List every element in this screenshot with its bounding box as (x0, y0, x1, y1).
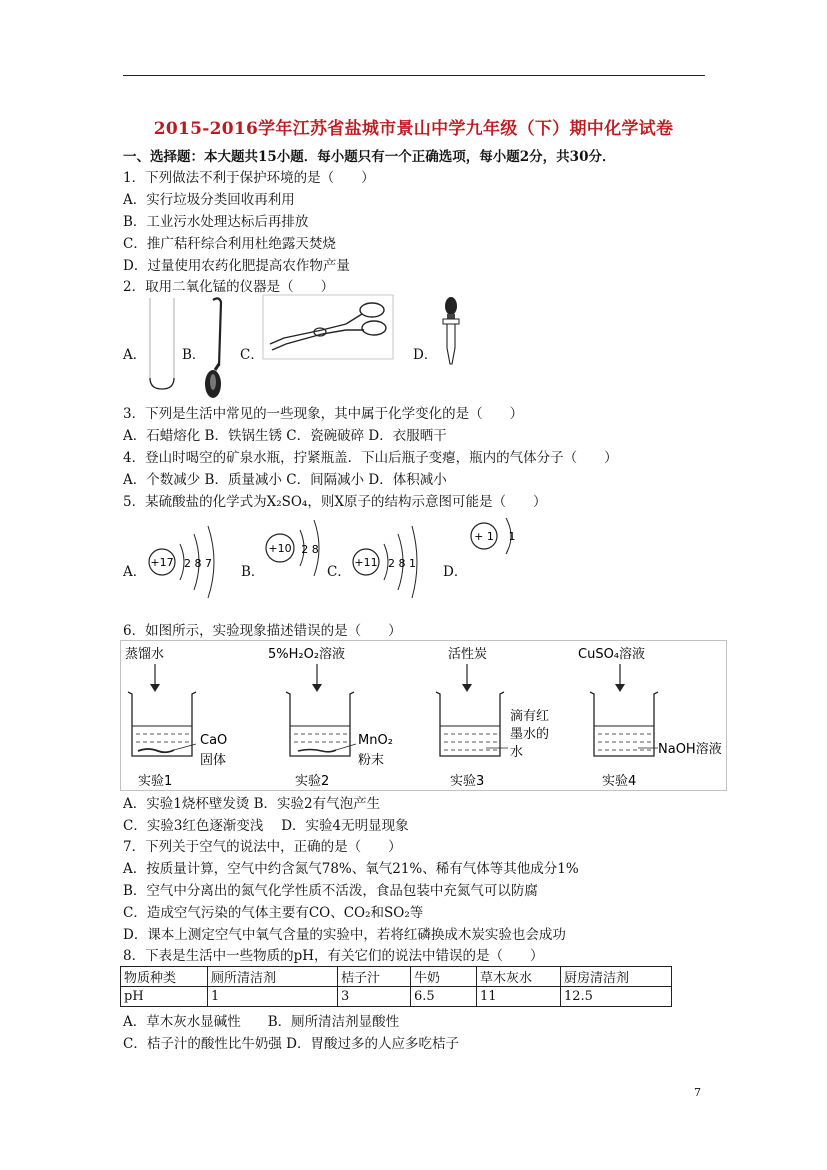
exp1-caption: 实验1 (138, 774, 173, 789)
q3-stem: 3．下列是生活中常见的一些现象，其中属于化学变化的是（ ） (123, 406, 524, 422)
beaker-4 (578, 646, 722, 789)
table-row (121, 967, 672, 987)
atom-d-nucleus: + 1 (474, 530, 494, 543)
q2-option-a-label: A． (123, 347, 147, 363)
q5-option-a-label: A． (123, 564, 147, 580)
exp3-caption: 实验3 (450, 774, 485, 789)
q6-options-cd: C．实验3红色逐渐变浅 D．实验4无明显现象 (123, 818, 409, 834)
dropper-image (436, 296, 466, 372)
exp3-reagent-2: 墨水的 (510, 727, 550, 742)
atom-diagram-d (468, 514, 520, 568)
table-cell: 桔子汁 (338, 967, 411, 987)
q6-stem: 6．如图所示，实验现象描述错误的是（ ） (123, 623, 402, 639)
exp3-top-label: 活性炭 (448, 647, 488, 662)
table-cell: 11 (477, 987, 561, 1007)
q1-option-c: C．推广秸秆综合利用杜绝露天焚烧 (123, 236, 336, 252)
beaker-2 (268, 646, 393, 789)
atom-diagram-a (146, 514, 222, 610)
table-row (121, 987, 672, 1007)
exp2-caption: 实验2 (295, 774, 330, 789)
q2-stem: 2．取用二氧化锰的仪器是（ ） (123, 279, 335, 295)
q1-stem: 1．下列做法不利于保护环境的是（ ） (123, 170, 375, 186)
q2-option-c-label: C． (240, 347, 264, 363)
tongs-image (262, 294, 394, 364)
atom-d-shells: 1 (508, 530, 516, 543)
table-cell: 3 (338, 987, 411, 1007)
exp4-reagent-1: NaOH溶液 (658, 742, 722, 757)
test-tube-image (146, 296, 180, 396)
exp1-top-label: 蒸馏水 (125, 647, 165, 662)
exp2-reagent-1: MnO₂ (358, 733, 393, 748)
exp2-top-label: 5%H₂O₂溶液 (268, 647, 346, 662)
q5-option-d-label: D． (443, 564, 468, 580)
medicine-spoon-image (199, 296, 239, 406)
q7-stem: 7．下列关于空气的说法中，正确的是（ ） (123, 839, 402, 855)
table-cell: 6.5 (411, 987, 477, 1007)
q3-options: A．石蜡熔化 B．铁锅生锈 C．瓷碗破碎 D．衣服晒干 (123, 428, 447, 444)
q2-option-b-label: B． (182, 347, 206, 363)
table-cell: 物质种类 (121, 967, 208, 987)
q7-option-b: B．空气中分离出的氮气化学性质不活泼，食品包装中充氮气可以防腐 (123, 883, 538, 899)
q1-option-a: A．实行垃圾分类回收再利用 (123, 192, 295, 208)
atom-diagram-b (262, 510, 326, 590)
atom-diagram-c (350, 514, 424, 610)
exp4-top-label: CuSO₄溶液 (578, 647, 646, 662)
atom-b-nucleus: +10 (268, 542, 292, 555)
q7-option-d: D．课本上测定空气中氧气含量的实验中，若将红磷换成木炭实验也会成功 (123, 927, 566, 943)
exp3-reagent-3: 水 (510, 745, 524, 760)
exp3-reagent-1: 滴有红 (510, 709, 550, 724)
q4-stem: 4．登山时喝空的矿泉水瓶，拧紧瓶盖．下山后瓶子变瘪，瓶内的气体分子（ ） (123, 450, 618, 466)
q5-stem: 5．某硫酸盐的化学式为X₂SO₄，则X原子的结构示意图可能是（ ） (123, 494, 547, 510)
page-title: 2015-2016学年江苏省盐城市景山中学九年级（下）期中化学试卷 (153, 119, 674, 139)
q8-options-cd: C．桔子汁的酸性比牛奶强 D．胃酸过多的人应多吃桔子 (123, 1036, 459, 1052)
table-cell: 草木灰水 (477, 967, 561, 987)
beaker-3 (436, 646, 549, 789)
table-cell: 厕所清洁剂 (208, 967, 338, 987)
exp4-caption: 实验4 (602, 774, 637, 789)
q5-option-b-label: B． (241, 564, 265, 580)
atom-b-shells: 2 8 (301, 543, 319, 556)
q4-options: A．个数减少 B．质量减小 C．间隔减小 D．体积减小 (123, 472, 447, 488)
q1-option-b: B．工业污水处理达标后再排放 (123, 214, 309, 230)
experiment-figure (120, 640, 728, 796)
table-cell: 12.5 (561, 987, 672, 1007)
section-heading: 一、选择题：本大题共15小题．每小题只有一个正确选项，每小题2分，共30分． (123, 149, 616, 165)
exp2-reagent-2: 粉末 (358, 753, 385, 768)
table-cell: 牛奶 (411, 967, 477, 987)
atom-a-shells: 2 8 7 (184, 557, 212, 570)
exp1-reagent-1: CaO (200, 733, 228, 748)
q8-options-ab: A．草木灰水显碱性 B．厕所清洁剂显酸性 (123, 1014, 400, 1030)
table-cell: 厨房清洁剂 (561, 967, 672, 987)
q1-option-d: D．过量使用农药化肥提高农作物产量 (123, 258, 350, 274)
table-cell: 1 (208, 987, 338, 1007)
page-number: 7 (694, 1086, 701, 1099)
q7-option-c: C．造成空气污染的气体主要有CO、CO₂和SO₂等 (123, 905, 424, 921)
table-cell: pH (121, 987, 208, 1007)
ph-table (120, 966, 672, 1007)
q8-stem: 8．下表是生活中一些物质的pH，有关它们的说法中错误的是（ ） (123, 948, 544, 964)
exp1-reagent-2: 固体 (200, 753, 227, 768)
atom-c-shells: 2 8 1 (388, 557, 416, 570)
atom-c-nucleus: +11 (354, 556, 378, 569)
atom-a-nucleus: +17 (150, 556, 174, 569)
header-rule (123, 75, 705, 76)
beaker-1 (125, 646, 227, 789)
q2-option-d-label: D． (413, 347, 438, 363)
q7-option-a: A．按质量计算，空气中约含氮气78%、氧气21%、稀有气体等其他成分1% (123, 861, 579, 877)
q6-options-ab: A．实验1烧杯壁发烫 B．实验2有气泡产生 (123, 796, 381, 812)
q5-option-c-label: C． (327, 564, 351, 580)
